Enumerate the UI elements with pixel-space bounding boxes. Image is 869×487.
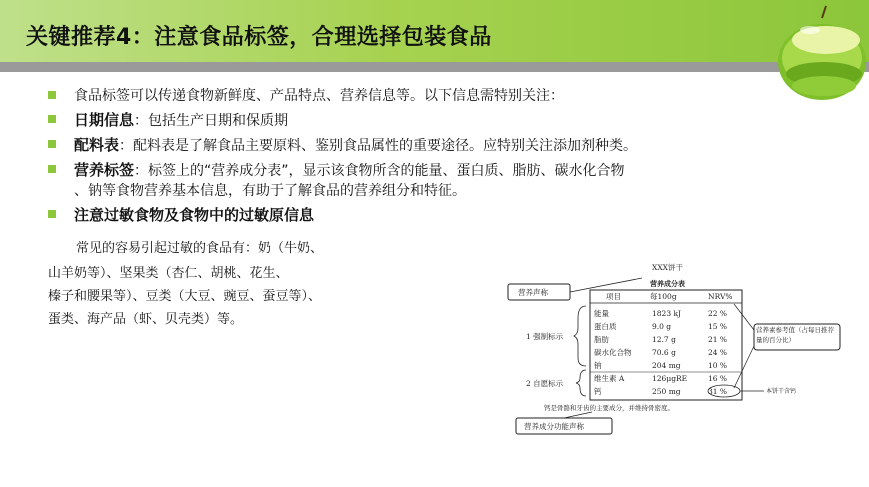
function-claim-label: 营养成分功能声称: [524, 422, 584, 431]
nutrient-nrv: 16 %: [708, 374, 728, 383]
nrv-pointer-line: [734, 304, 754, 330]
nutrient-name: 脂肪: [594, 335, 609, 344]
mandatory-bracket: [574, 306, 586, 366]
table-header-per100g: 每100g: [650, 292, 677, 301]
label-product-name: XXX饼干: [652, 263, 684, 272]
bullet-nutrition-label: [48, 160, 808, 201]
bullet-heading: 注意过敏食物及食物中的过敏原信息: [74, 206, 315, 224]
nutrition-label-diagram: [502, 258, 862, 443]
bullet-heading: 营养标签: [74, 161, 135, 179]
bullet-text: ：包括生产日期和保质期: [134, 113, 289, 129]
nutrient-amount: 9.0 g: [652, 322, 672, 331]
label-table-title: 营养成分表: [650, 279, 685, 288]
nutrient-nrv: 31 %: [708, 387, 728, 396]
bullet-marker: [48, 115, 56, 123]
allergy-text-line: 常见的容易引起过敏的食品有：奶（牛奶、: [76, 241, 324, 256]
nutrient-amount: 250 mg: [652, 387, 681, 396]
nutrient-amount: 1823 kJ: [652, 309, 682, 318]
bullet-text: 食品标签可以传递食物新鲜度、产品特点、营养信息等。以下信息需特别关注：: [74, 88, 564, 104]
mandatory-group-label: 1 强制标示: [526, 332, 564, 341]
bullet-text: ：配料表是了解食品主要原料、鉴别食品属性的重要途径。应特别关注添加剂种类。: [119, 138, 638, 154]
nutrient-name: 能量: [594, 309, 609, 318]
bullet-text-continued: 、钠等食物营养基本信息，有助于了解食品的营养组分和特征。: [74, 183, 466, 199]
nutrient-name: 钠: [594, 361, 602, 370]
bullet-intro: [48, 86, 808, 106]
bullet-date-info: [48, 110, 808, 131]
bullet-marker: [48, 165, 56, 173]
nutrient-name: 蛋白质: [594, 322, 617, 331]
nutrition-table-frame: [590, 290, 742, 400]
bullet-heading: 配料表: [74, 136, 120, 154]
nutrient-name: 碳水化合物: [594, 348, 632, 357]
bullet-list: [48, 86, 808, 230]
table-header-nrv: NRV%: [708, 292, 733, 301]
label-footnote: 钙是骨骼和牙齿的主要成分，并维持骨密度。: [544, 404, 674, 412]
nutrition-claim-label: 营养声称: [518, 288, 548, 297]
voluntary-bracket: [576, 370, 586, 396]
nutrient-nrv: 21 %: [708, 335, 728, 344]
nutrient-nrv: 24 %: [708, 348, 728, 357]
nutrient-nrv: 10 %: [708, 361, 728, 370]
bullet-heading: 日期信息: [74, 111, 135, 129]
nutrient-name: 钙: [594, 387, 602, 396]
table-header-item: 项目: [606, 292, 621, 301]
nutrient-amount: 204 mg: [652, 361, 681, 370]
allergy-text-line: 榛子和腰果等）、豆类（大豆、豌豆、蚕豆等）、: [48, 289, 322, 304]
bullet-text: ：标签上的“营养成分表”，显示该食物所含的能量、蛋白质、脂肪、碳水化合物: [134, 163, 625, 179]
nutrient-amount: 126μgRE: [652, 374, 688, 383]
bullet-marker: [48, 91, 56, 99]
allergy-text-line: 蛋类、海产品（虾、贝壳类）等。: [48, 312, 244, 327]
voluntary-group-label: 2 自愿标示: [526, 379, 564, 388]
bullet-marker: [48, 140, 56, 148]
nutrient-nrv: 22 %: [708, 309, 728, 318]
page-title: 关键推荐4：注意食品标签，合理选择包装食品: [26, 25, 492, 50]
calcium-note-text: 本饼干含钙: [766, 388, 797, 395]
nutrient-amount: 70.6 g: [652, 348, 676, 357]
nutrient-nrv: 15 %: [708, 322, 728, 331]
bullet-marker: [48, 210, 56, 218]
function-claim-pointer: [564, 412, 592, 418]
bullet-allergens: [48, 205, 808, 226]
nrv-pointer-line: [734, 346, 754, 388]
nutrition-table-rows: [590, 308, 742, 396]
nutrient-amount: 12.7 g: [652, 335, 676, 344]
bullet-ingredients: [48, 135, 808, 156]
nutrient-name: 维生素 A: [594, 374, 625, 383]
nrv-explanation-text: 营养素参考值（占每日推荐量的百分比）: [756, 326, 834, 344]
allergy-text-line: 山羊奶等）、坚果类（杏仁、胡桃、花生、: [48, 266, 289, 281]
title-stripe: [0, 62, 869, 72]
